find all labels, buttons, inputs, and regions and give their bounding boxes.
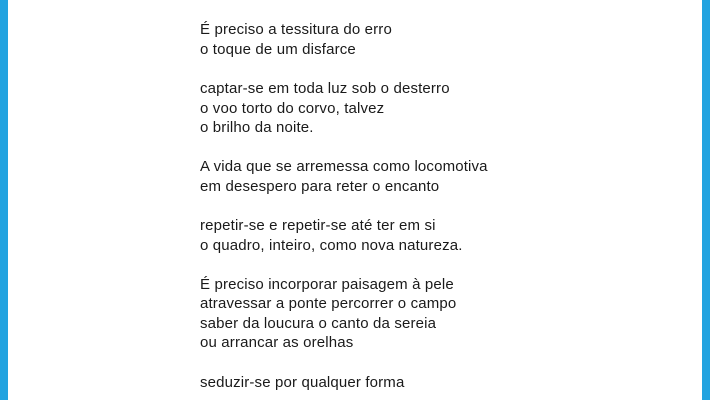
poem-line: ou arrancar as orelhas: [200, 334, 354, 352]
stanza-5: [200, 216, 680, 255]
stanza-6: [200, 275, 680, 353]
stanza-2: [200, 20, 680, 59]
stanza-3: [200, 79, 680, 137]
poem-line: o toque de um disfarce: [200, 40, 356, 58]
stanza-7: [200, 373, 680, 392]
stanza-4: [200, 157, 680, 196]
poem-line: repetir-se e repetir-se até ter em si: [200, 217, 436, 235]
poem-line: captar-se em toda luz sob o desterro: [200, 80, 450, 98]
document-page: [8, 0, 702, 400]
poem-line: o voo torto do corvo, talvez: [200, 99, 385, 117]
poem-line: A vida que se arremessa como locomotiva: [200, 158, 488, 176]
poem-line: seduzir-se por qualquer forma: [200, 373, 405, 391]
poem-line: em desespero para reter o encanto: [200, 177, 440, 195]
poem-line: o brilho da noite.: [200, 119, 314, 137]
poem-line: atravessar a ponte percorrer o campo: [200, 295, 457, 313]
poem-line: É preciso a tessitura do erro: [200, 21, 392, 39]
poem-body: [200, 0, 680, 400]
poem-line: É preciso incorporar paisagem à pele: [200, 276, 454, 294]
poem-line: saber da loucura o canto da sereia: [200, 314, 437, 332]
poem-line: o quadro, inteiro, como nova natureza.: [200, 236, 463, 254]
